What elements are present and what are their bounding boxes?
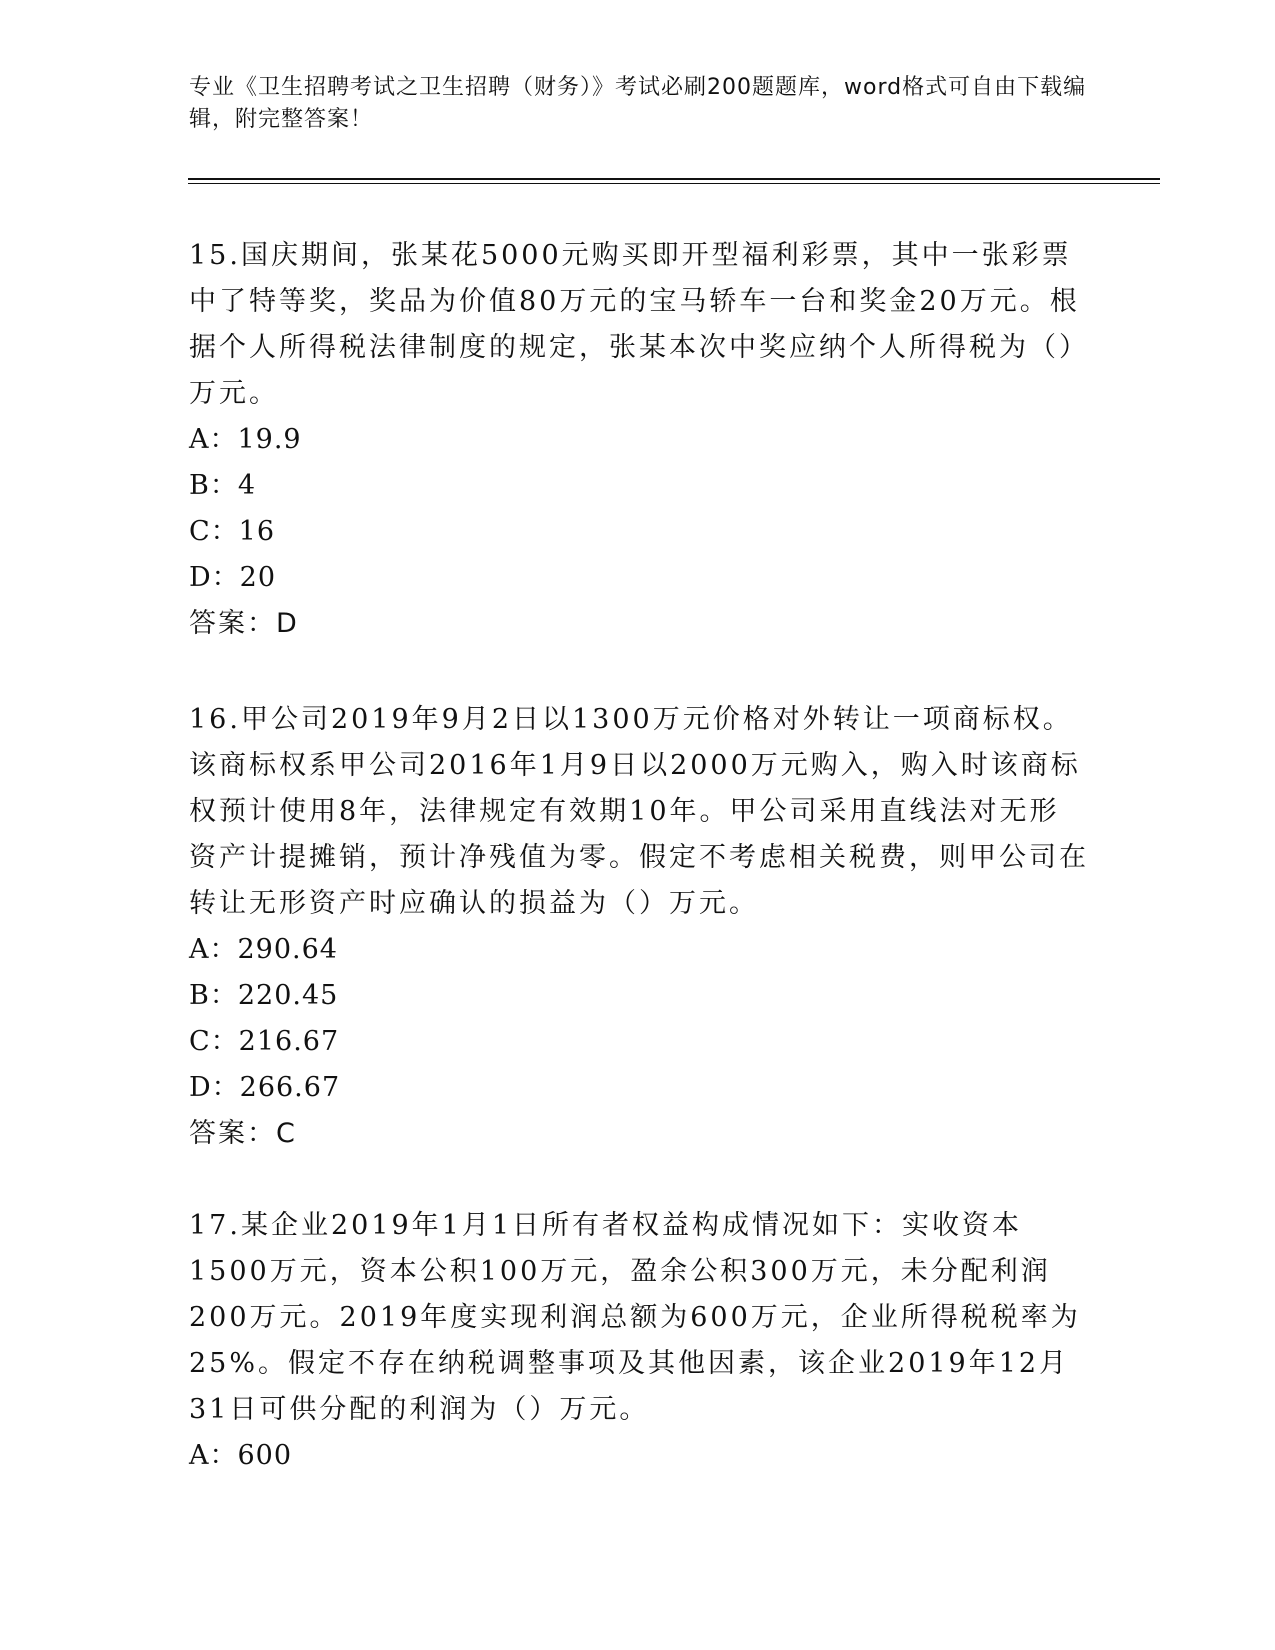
document-header bbox=[189, 72, 1089, 136]
option-d: D：20 bbox=[189, 562, 277, 593]
option-a: A：600 bbox=[189, 1440, 293, 1471]
header-divider bbox=[188, 178, 1160, 184]
question-17 bbox=[189, 1203, 1089, 1479]
option-b: B：220.45 bbox=[189, 980, 339, 1011]
option-d: D：266.67 bbox=[189, 1072, 341, 1103]
option-b: B：4 bbox=[189, 470, 257, 501]
option-a: A：19.9 bbox=[189, 424, 302, 455]
option-c: C：216.67 bbox=[189, 1026, 340, 1057]
option-a: A：290.64 bbox=[189, 934, 338, 965]
question-15 bbox=[189, 233, 1089, 647]
question-stem: 16.甲公司2019年9月2日以1300万元价格对外转让一项商标权。该商标权系甲公司2016年1月9日以2000万元购入，购入时该商标权预计使用8年，法律规定有效期10年。甲公司采用直线法对无形资产计提摊销，预计净残值为零。假定不考虑相关税费，则甲公司在转让无形资产时应确认的损益为（）万元。 bbox=[189, 704, 1089, 919]
option-c: C：16 bbox=[189, 516, 276, 547]
question-stem: 17.某企业2019年1月1日所有者权益构成情况如下：实收资本1500万元，资本公积100万元，盈余公积300万元，未分配利润200万元。2019年度实现利润总额为600万元，企业所得税税率为25%。假定不存在纳税调整事项及其他因素，该企业2019年12月31日可供分配的利润为（）万元。 bbox=[189, 1210, 1081, 1425]
header-title: 专业《卫生招聘考试之卫生招聘（财务）》考试必刷200题题库，word格式可自由下载编辑，附完整答案！ bbox=[189, 75, 1087, 132]
answer-line: 答案：D bbox=[189, 608, 299, 639]
question-stem: 15.国庆期间，张某花5000元购买即开型福利彩票，其中一张彩票中了特等奖，奖品为价值80万元的宝马轿车一台和奖金20万元。根据个人所得税法律制度的规定，张某本次中奖应纳个人所得税为（）万元。 bbox=[189, 240, 1089, 409]
answer-line: 答案：C bbox=[189, 1118, 297, 1149]
question-16 bbox=[189, 697, 1089, 1157]
